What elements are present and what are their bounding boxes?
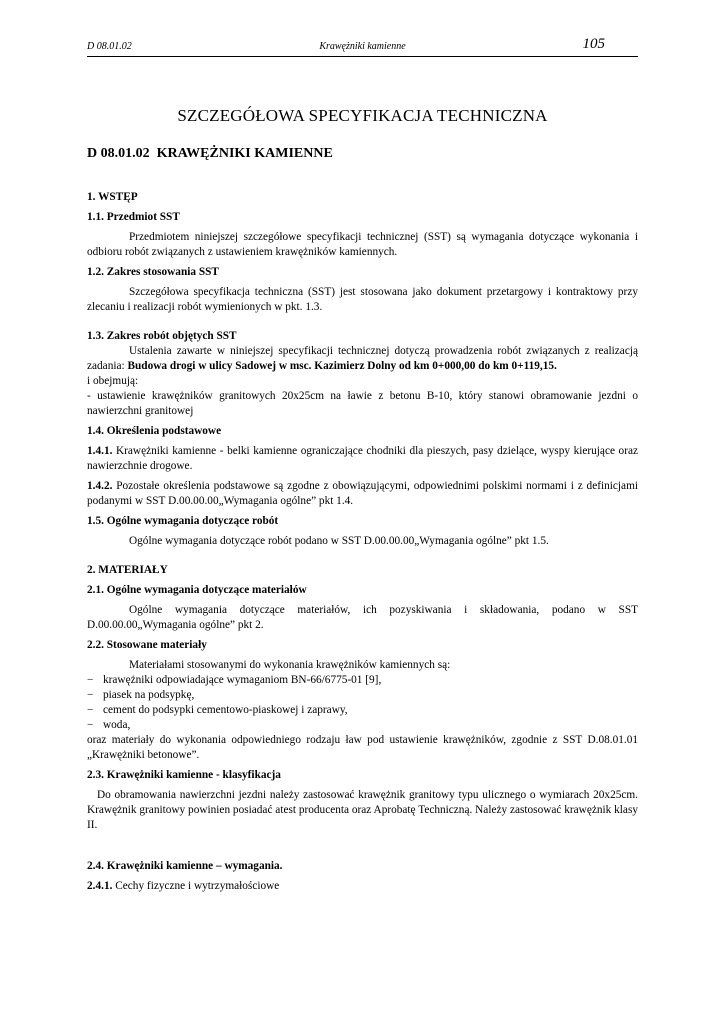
section-1-5-heading: 1.5. Ogólne wymagania dotyczące robót [87, 515, 279, 527]
section-1-4-heading: 1.4. Określenia podstawowe [87, 425, 222, 437]
section-1-3-item: - ustawienie krawężników granitowych 20x25cm na ławie z betonu B-10, który stanowi obramowanie jezdni o nawierzchni granitowej [87, 390, 638, 417]
section-1-4-1 [87, 444, 638, 474]
section-2-2-heading: 2.2. Stosowane materiały [87, 639, 207, 651]
list-item: − krawężniki odpowiadające wymaganiom BN-66/6775-01 [9], [87, 673, 638, 688]
page-header [87, 36, 638, 57]
section-1-5-text: Ogólne wymagania dotyczące robót podano w SST D.00.00.00„Wymagania ogólne” pkt 1.5. [129, 535, 549, 547]
header-subject: Krawężniki kamienne [319, 41, 406, 52]
section-1-2-heading: 1.2. Zakres stosowania SST [87, 266, 219, 278]
section-2-3-text: Do obramowania nawierzchni jezdni należy zastosować krawężnik granitowy typu ulicznego o wymiarach 20x25cm. Krawężnik granitowy powinien posiadać atest producenta oraz Aprobatę Techniczną. Należy zastosować krawężnik klasy II. [87, 789, 638, 831]
document-title: SZCZEGÓŁOWA SPECYFIKACJA TECHNICZNA [177, 106, 548, 125]
section-2-3-heading: 2.3. Krawężniki kamienne - klasyfikacja [87, 769, 281, 781]
section-2-1-text: Ogólne wymagania dotyczące materiałów, ich pozyskiwania i składowania, podano w SST D.00.00.00„Wymagania ogólne” pkt 2. [87, 604, 638, 631]
section-2-4-heading: 2.4. Krawężniki kamienne – wymagania. [87, 860, 283, 872]
section-1-heading: 1. WSTĘP [87, 191, 138, 203]
section-1-3-task: Budowa drogi w ulicy Sadowej w msc. Kazimierz Dolny od km 0+000,00 do km 0+119,15. [127, 360, 557, 372]
section-1-4-1-label: 1.4.1. [87, 445, 113, 457]
list-item: − woda, [87, 718, 638, 733]
section-1-1-text: Przedmiotem niniejszej szczegółowe specyfikacji technicznej (SST) są wymagania dotyczące wykonania i odbioru robót związanych z ustawieniem krawężników kamiennych. [87, 231, 638, 258]
section-2-1-heading: 2.1. Ogólne wymagania dotyczące materiałów [87, 584, 307, 596]
section-1-2-text: Szczegółowa specyfikacja techniczna (SST) jest stosowana jako dokument przetargowy i kontraktowy przy zlecaniu i realizacji robót wymienionych w pkt. 1.3. [87, 286, 638, 313]
section-1-3-heading: 1.3. Zakres robót objętych SST [87, 330, 237, 342]
section-2-heading: 2. MATERIAŁY [87, 564, 168, 576]
section-1-4-2-label: 1.4.2. [87, 480, 113, 492]
header-code: D 08.01.02 [87, 41, 132, 52]
section-1-4-2-text: Pozostałe określenia podstawowe są zgodne z obowiązującymi, odpowiednimi polskimi normami i z definicjami podanymi w SST D.00.00.00„Wymagania ogólne” pkt 1.4. [87, 480, 638, 507]
materials-list [87, 673, 638, 733]
list-item: − piasek na podsypkę, [87, 688, 638, 703]
list-item: − cement do podsypki cementowo-piaskowej i zaprawy, [87, 703, 638, 718]
section-1-3-includes: i obejmują: [87, 375, 139, 387]
section-2-4-1-label: 2.4.1. [87, 880, 113, 892]
section-1-4-1-text: Krawężniki kamienne - belki kamienne ograniczające chodniki dla pieszych, pasy dzielące, wyspy kierujące oraz nawierzchnie drogowe. [87, 445, 638, 472]
section-1-3-text-a: Ustalenia zawarte w niniejszej specyfikacji technicznej dotyczą prowadzenia robót związanych z realizacją zadania: [87, 345, 638, 372]
section-2-4-1 [87, 879, 638, 894]
section-2-2-intro: Materiałami stosowanymi do wykonania krawężników kamiennych są: [129, 659, 451, 671]
page-number: 105 [582, 36, 605, 52]
section-1-4-2 [87, 479, 638, 509]
section-2-4-1-text: Cechy fizyczne i wytrzymałościowe [112, 880, 280, 892]
section-1-3-text [87, 344, 638, 374]
section-2-2-tail: oraz materiały do wykonania odpowiedniego rodzaju ław pod ustawienie krawężników, zgodnie z SST D.08.01.01 „Krawężniki betonowe”. [87, 734, 638, 761]
document-body [87, 190, 638, 899]
section-1-1-heading: 1.1. Przedmiot SST [87, 211, 180, 223]
document-subtitle: D 08.01.02 KRAWĘŻNIKI KAMIENNE [87, 146, 333, 161]
